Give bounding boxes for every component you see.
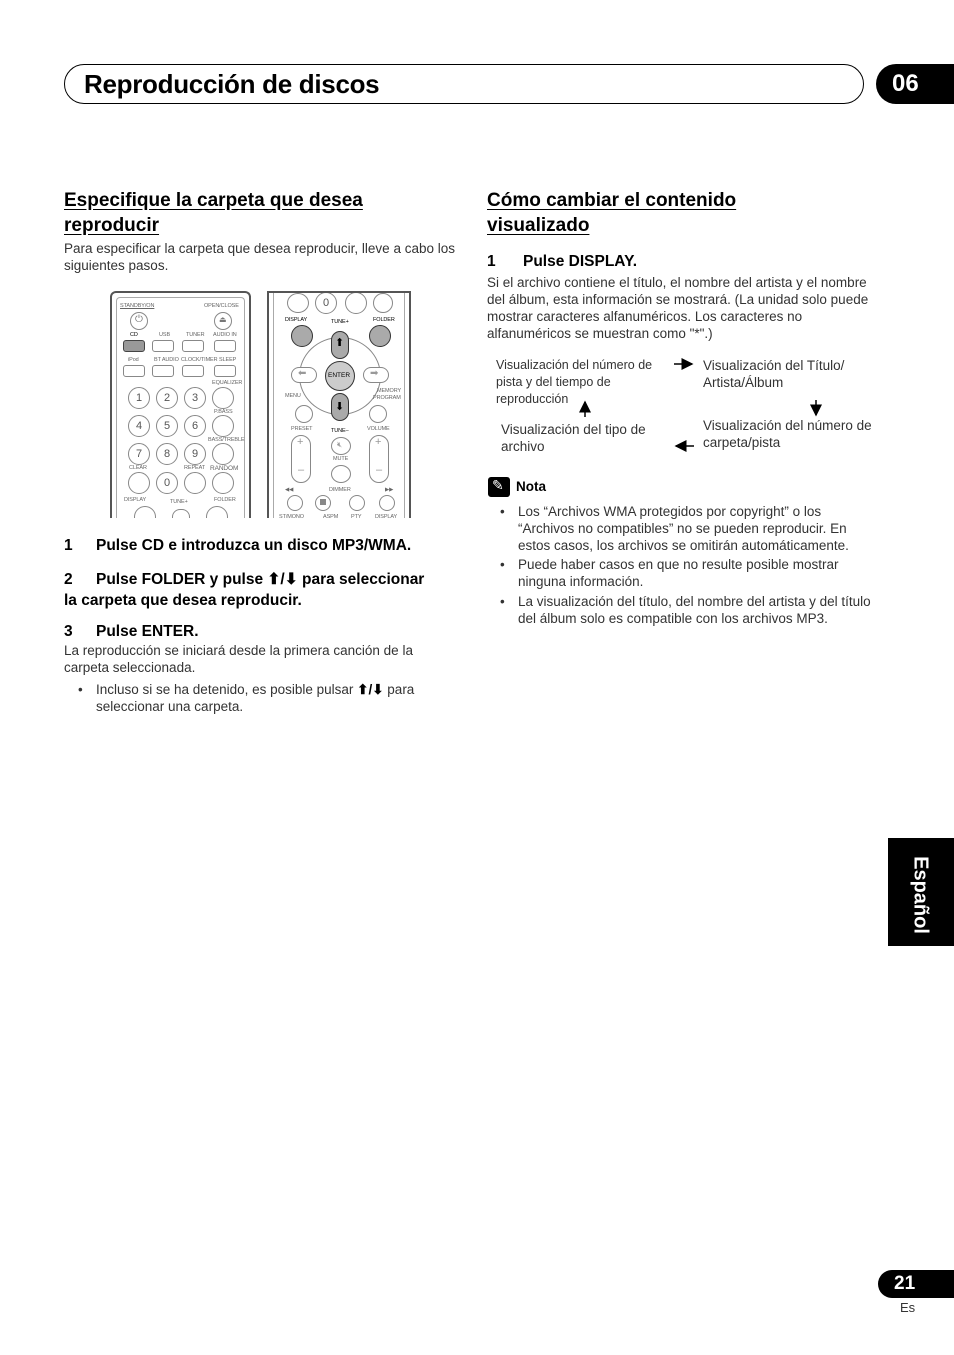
- remote-label: iPod: [128, 357, 139, 363]
- bullet-text: Incluso si se ha detenido, es posible pulsar: [96, 682, 358, 697]
- bullet-text: para seleccionar una carpeta.: [96, 682, 415, 714]
- remote-label: DIMMER: [329, 487, 351, 493]
- tuner-button-icon: [182, 340, 204, 352]
- step-text-line2: la carpeta que desea reproducir.: [64, 592, 302, 609]
- remote-label: TUNE+: [170, 499, 188, 505]
- chapter-number: 06: [876, 64, 954, 104]
- enter-label: ENTER: [328, 372, 351, 379]
- volume-minus: –: [376, 464, 383, 476]
- volume-plus: +: [375, 436, 382, 448]
- mute-button-icon: 🔇︎: [331, 437, 351, 455]
- remote-label: DISPLAY: [124, 497, 147, 503]
- left-heading-line2: reproducir: [64, 215, 160, 236]
- remote-label: TUNE+: [331, 319, 349, 325]
- remote-label: PROGRAM: [373, 395, 401, 401]
- right-heading-line2: visualizado: [487, 215, 590, 236]
- remote-label: OPEN/CLOSE: [204, 303, 239, 309]
- remote-label: TUNER: [186, 332, 205, 338]
- number-button: 5: [156, 415, 178, 437]
- cd-button-icon: [123, 340, 145, 352]
- right-heading-line1: Cómo cambiar el contenido: [487, 190, 737, 211]
- forward-label-icon: ▶▶: [385, 487, 394, 493]
- folder-button-icon: [369, 325, 391, 347]
- sleep-button-icon: [214, 365, 236, 377]
- remote-label: BT AUDIO: [154, 357, 179, 363]
- tune-down-arrow-icon: ⬇: [331, 393, 349, 421]
- repeat-button-icon: [184, 472, 206, 494]
- note-item: • Puede haber casos en que no resulte posible mostrar ninguna información.: [518, 556, 880, 590]
- tune-up-arrow-icon: ⬆: [331, 331, 349, 359]
- step-text: para seleccionar: [297, 571, 425, 588]
- remote-illustration-left: [110, 291, 251, 518]
- usb-button-icon: [152, 340, 174, 352]
- remote-label: TUNE–: [331, 428, 349, 434]
- play-pause-button-icon: [349, 495, 365, 511]
- step-2: [64, 569, 464, 611]
- step-number: 3: [64, 623, 73, 640]
- step-number: 2: [64, 571, 73, 588]
- step-text: Pulse FOLDER y pulse: [96, 571, 268, 588]
- language-text: Español: [909, 856, 932, 934]
- remote-button-icon: [287, 293, 309, 313]
- left-bullet: [96, 681, 456, 715]
- diagram-track-time: Visualización del número de pista y del tiempo de reproducción: [496, 358, 653, 406]
- page-number: 21: [878, 1270, 954, 1298]
- left-arrow-icon: ⬅: [291, 367, 317, 383]
- ipod-button-icon: [123, 365, 145, 377]
- preset-rocker-icon: [291, 435, 311, 483]
- number-button: 4: [128, 415, 150, 437]
- step-number: 1: [64, 537, 73, 554]
- right-step-1: [487, 251, 637, 272]
- remote-label: REPEAT: [184, 465, 205, 471]
- remote-label: BASS/TREBLE: [208, 437, 245, 443]
- remote-label: FOLDER: [214, 497, 236, 503]
- number-button: 7: [128, 443, 150, 465]
- step-text: Pulse DISPLAY.: [523, 253, 638, 270]
- volume-rocker-icon: [369, 435, 389, 483]
- up-down-arrow-icon: ⬆/⬇: [357, 682, 384, 697]
- language-code: Es: [900, 1300, 916, 1315]
- up-down-arrow-icon: ⬆/⬇: [267, 571, 298, 588]
- remote-label: USB: [159, 332, 171, 338]
- remote-label: SLEEP: [219, 357, 237, 363]
- remote-label: CD: [130, 332, 138, 338]
- bt-audio-button-icon: [152, 365, 174, 377]
- left-intro: Para especificar la carpeta que desea reproducir, lleve a cabo los siguientes pasos.: [64, 241, 455, 273]
- remote-label: MUTE: [333, 456, 349, 462]
- eject-button-icon: ⏏: [214, 312, 232, 330]
- remote-label: ST/MONO: [279, 514, 304, 518]
- language-tab-label: [908, 856, 932, 934]
- tune-up-button-icon: [172, 509, 190, 518]
- step-text: Pulse CD e introduzca un disco MP3/WMA.: [96, 537, 412, 554]
- power-button-icon: ⏻: [130, 312, 148, 330]
- left-heading-line1: Especifique la carpeta que desea: [64, 190, 363, 211]
- step-3: [64, 621, 199, 642]
- rewind-button-icon: [287, 495, 303, 511]
- forward-button-icon: [379, 495, 395, 511]
- diagram-title-artist: Visualización del Título/ Artista/Álbum: [703, 358, 845, 390]
- pbass-button-icon: [212, 415, 234, 437]
- remote-label: PTY: [351, 514, 362, 518]
- right-heading: [487, 188, 736, 238]
- audio-in-button-icon: [214, 340, 236, 352]
- dimmer-button-icon: [331, 465, 351, 483]
- clock-timer-button-icon: [182, 365, 204, 377]
- page-title: Reproducción de discos: [84, 69, 380, 99]
- remote-label: PRESET: [291, 426, 313, 432]
- remote-label: AUDIO IN: [213, 332, 237, 338]
- diagram-file-type: Visualización del tipo de archivo: [501, 422, 646, 454]
- step-3-description: La reproducción se iniciará desde la primera canción de la carpeta seleccionada.: [64, 643, 413, 675]
- left-heading: [64, 188, 363, 238]
- remote-label: EQUALIZER: [212, 380, 243, 386]
- number-button: 6: [184, 415, 206, 437]
- remote-label: CLEAR: [129, 465, 147, 471]
- memory-button-icon: [369, 405, 387, 423]
- remote-label: STANDBY/ON: [120, 303, 155, 309]
- remote-label: VOLUME: [367, 426, 390, 432]
- display-button-icon: [291, 325, 313, 347]
- note-item: • Los “Archivos WMA protegidos por copyright” o los “Archivos no compatibles” no se pueden reproducir. En estos casos, los archivos se omitirán automáticamente.: [518, 503, 880, 554]
- step-1: [64, 535, 411, 556]
- remote-label: DISPLAY: [375, 514, 398, 518]
- preset-minus: –: [298, 464, 305, 476]
- remote-label: RANDOM: [210, 465, 239, 472]
- stop-button-icon: [315, 495, 331, 511]
- step-number: 1: [487, 253, 496, 270]
- right-description: Si el archivo contiene el título, el nombre del artista y el nombre del álbum, esta información se mostrará. (La unidad solo puede mostrar caracteres alfanuméricos. Los caracteres no alfanuméricos se muestran como "*".): [487, 275, 869, 341]
- remote-illustration-right: [267, 291, 411, 518]
- menu-button-icon: [295, 405, 313, 423]
- number-button: 1: [128, 387, 150, 409]
- number-button: 2: [156, 387, 178, 409]
- remote-label: P.BASS: [214, 409, 233, 415]
- remote-label: FOLDER: [373, 317, 395, 323]
- remote-label: MEMORY: [377, 388, 402, 394]
- enter-button-icon: [325, 361, 355, 391]
- remote-button-icon: [373, 293, 393, 313]
- step-text: Pulse ENTER.: [96, 623, 199, 640]
- remote-label: ASPM: [323, 514, 339, 518]
- number-button: 3: [184, 387, 206, 409]
- note-item: • La visualización del título, del nombre del artista y del título del álbum solo es compatible con los archivos MP3.: [518, 593, 880, 627]
- random-button-icon: [212, 472, 234, 494]
- number-button: 8: [156, 443, 178, 465]
- pencil-icon: ✎: [488, 477, 510, 497]
- diagram-folder-track: Visualización del número de carpeta/pista: [703, 418, 872, 450]
- remote-label: DISPLAY: [285, 317, 308, 323]
- number-button: 9: [184, 443, 206, 465]
- bass-treble-button-icon: [212, 443, 234, 465]
- right-arrow-icon: ➡: [363, 367, 389, 383]
- remote-button-icon: [345, 292, 367, 314]
- diagram-arrows-icon: [480, 350, 880, 460]
- rewind-label-icon: ◀◀: [285, 487, 294, 493]
- number-button: 0: [315, 292, 337, 314]
- clear-button-icon: [128, 472, 150, 494]
- remote-label: CLOCK/TIMER: [181, 357, 218, 363]
- number-button: 0: [156, 472, 178, 494]
- note-label: Nota: [516, 479, 546, 494]
- equalizer-button-icon: [212, 387, 234, 409]
- remote-label: MENU: [285, 393, 301, 399]
- preset-plus: +: [297, 436, 304, 448]
